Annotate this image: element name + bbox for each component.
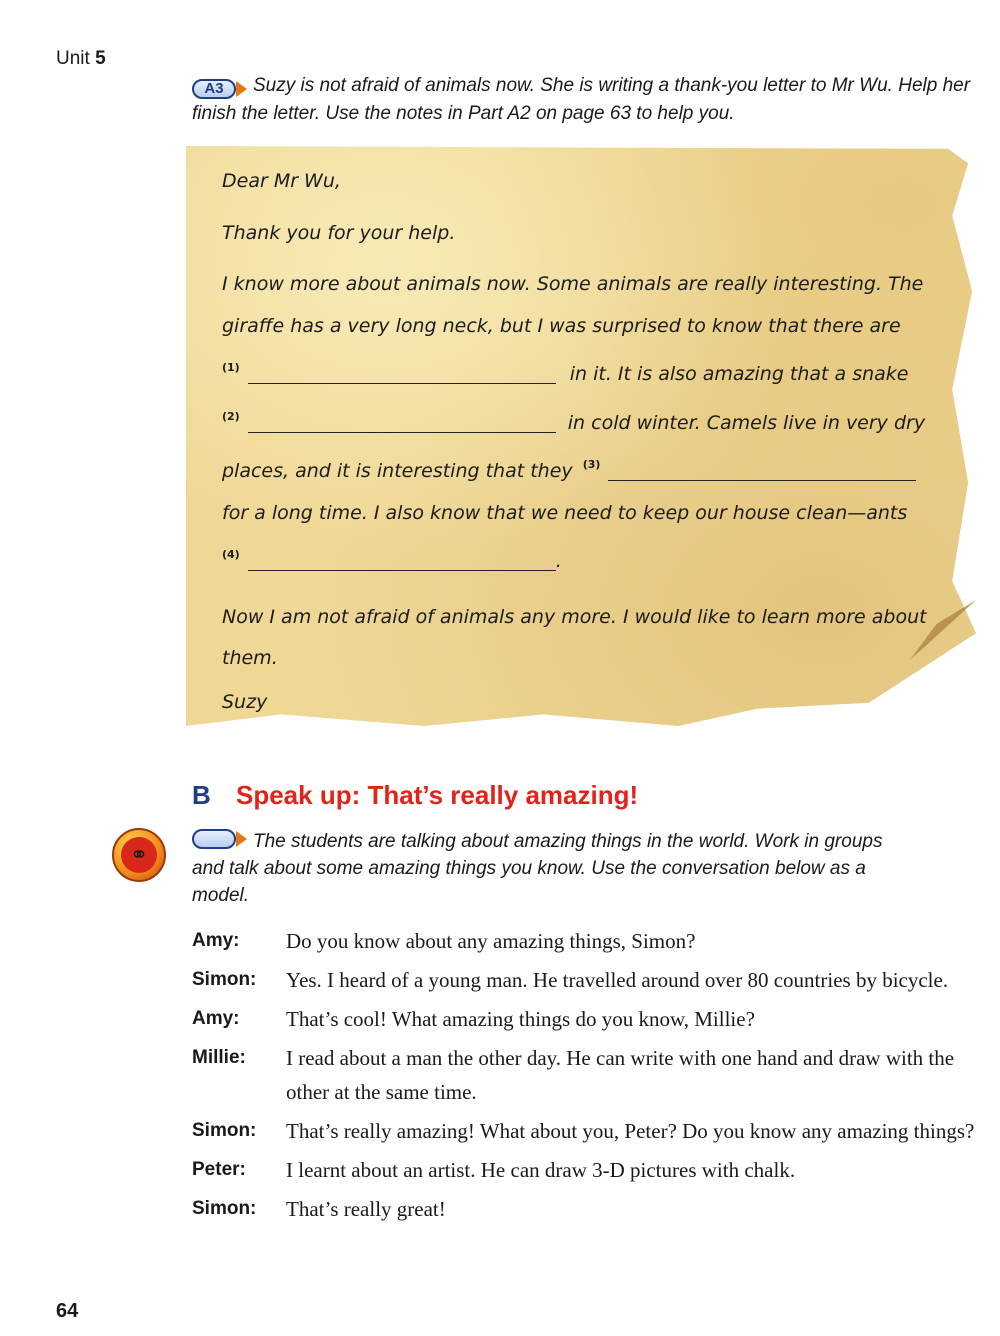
- dialogue-line: [192, 1002, 987, 1036]
- letter-greeting: Dear Mr Wu,: [222, 170, 341, 192]
- speaker-line: That’s really amazing! What about you, Peter? Do you know any amazing things?: [286, 1119, 975, 1143]
- speaker-line: That’s really great!: [286, 1197, 446, 1221]
- blank-4[interactable]: [248, 550, 556, 571]
- section-b-letter: B: [192, 780, 211, 810]
- b-tag-label: [192, 829, 236, 849]
- unit-prefix: Unit: [56, 48, 90, 69]
- page-number: 64: [56, 1300, 79, 1322]
- blank-3-number: (3): [582, 458, 601, 471]
- speaker-name: Millie:: [192, 1047, 246, 1068]
- letter-body: [222, 264, 952, 583]
- speaker-name: Simon:: [192, 1120, 257, 1141]
- blank-3[interactable]: [608, 460, 916, 481]
- speaker-line: That’s cool! What amazing things do you know, Millie?: [286, 1007, 755, 1031]
- letter-text-3: in cold winter. Camels live in very dry places, and it is interesting that they: [222, 411, 926, 482]
- blank-2[interactable]: [248, 412, 556, 433]
- letter-text-4: for a long time. I also know that we need to keep our house clean—ants: [222, 501, 908, 524]
- section-b-heading: [192, 780, 638, 811]
- dialogue-line: [192, 1041, 987, 1109]
- play-arrow-icon: [236, 831, 247, 847]
- speaker-name: Amy:: [192, 1008, 240, 1029]
- dialogue-line: [192, 924, 987, 958]
- blank-1[interactable]: [248, 363, 556, 384]
- speaker-line: I learnt about an artist. He can draw 3-D pictures with chalk.: [286, 1158, 796, 1182]
- speaker-name: Simon:: [192, 1198, 257, 1219]
- dialogue-line: [192, 963, 987, 997]
- a3-tag: [192, 79, 247, 99]
- a3-tag-label: A3: [192, 79, 236, 99]
- speaker-name: Peter:: [192, 1159, 246, 1180]
- speech-bubbles-icon: ⚭: [121, 837, 157, 873]
- b-tag: [192, 829, 247, 849]
- speaker-name: Amy:: [192, 930, 240, 951]
- dialogue-line: [192, 1114, 987, 1148]
- dialogue-line: [192, 1192, 987, 1226]
- dialogue-line: [192, 1153, 987, 1187]
- letter-thanks: Thank you for your help.: [222, 222, 456, 244]
- unit-number: 5: [95, 48, 106, 69]
- blank-1-number: (1): [222, 361, 240, 374]
- b-instruction: [192, 828, 912, 909]
- speaker-line: I read about a man the other day. He can write with one hand and draw with the other at the same time.: [286, 1046, 955, 1104]
- b-instruction-text: The students are talking about amazing things in the world. Work in groups and talk about some amazing things you know. Use the conversation below as a model.: [192, 831, 883, 906]
- unit-label: [56, 48, 106, 70]
- section-b-title: Speak up: That’s really amazing!: [236, 780, 639, 810]
- conversation: [192, 924, 987, 1231]
- thank-you-letter: [222, 166, 952, 717]
- blank-4-number: (4): [222, 548, 240, 561]
- letter-closing: Now I am not afraid of animals any more. I would like to learn more about them.: [222, 605, 927, 669]
- letter-text-1: I know more about animals now. Some animals are really interesting. The giraffe has a very long neck, but I was surprised to know that there are: [222, 273, 924, 337]
- a3-instruction: [192, 72, 987, 128]
- speaker-line: Do you know about any amazing things, Simon?: [286, 929, 696, 953]
- letter-period: .: [555, 550, 562, 572]
- speaker-name: Simon:: [192, 969, 257, 990]
- speaker-line: Yes. I heard of a young man. He travelled around over 80 countries by bicycle.: [286, 968, 949, 992]
- blank-2-number: (2): [222, 409, 240, 423]
- play-arrow-icon: [236, 81, 247, 97]
- letter-signature: Suzy: [222, 690, 268, 713]
- letter-text-2: in it. It is also amazing that a snake: [569, 363, 909, 385]
- a3-instruction-text: Suzy is not afraid of animals now. She is writing a thank-you letter to Mr Wu. Help her finish the letter. Use the notes in Part A2 on page 63 to help you.: [192, 75, 971, 124]
- speak-up-icon: [112, 828, 166, 882]
